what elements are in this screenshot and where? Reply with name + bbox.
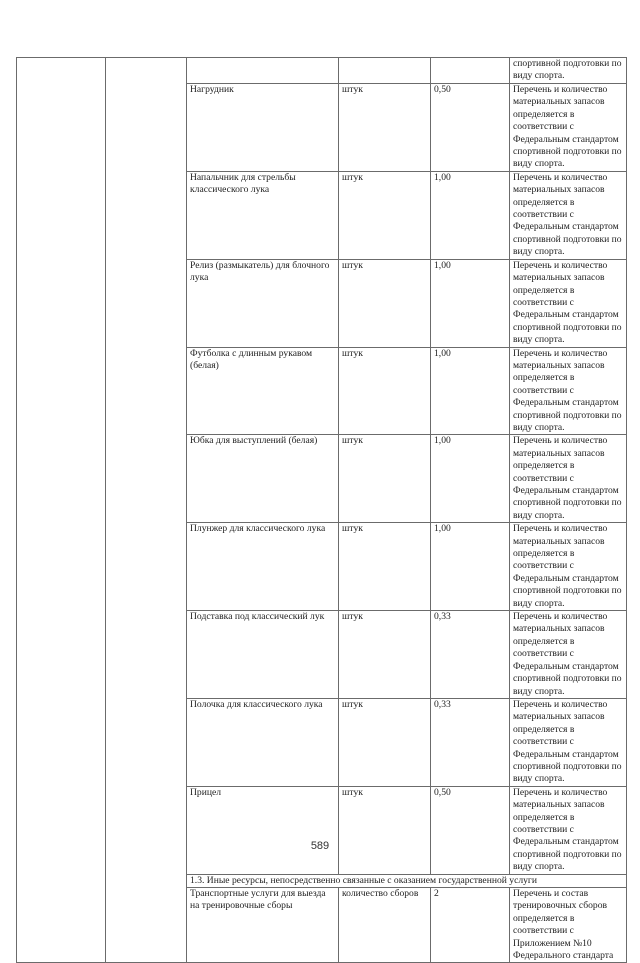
- blank-column-1: [17, 58, 106, 963]
- item-name-cell: Релиз (размыкатель) для блочного лука: [187, 259, 339, 347]
- unit-cell: штук: [339, 435, 431, 523]
- item-name-cell: Транспортные услуги для выезда на тренировочные сборы: [187, 888, 339, 963]
- quantity-cell: 1,00: [431, 171, 510, 259]
- unit-cell: [339, 58, 431, 84]
- quantity-cell: 0,50: [431, 786, 510, 874]
- note-cell: Перечень и количество материальных запасов определяется в соответствии с Федеральным стандартом спортивной подготовки по виду спорта.: [510, 347, 627, 435]
- resources-table: [16, 57, 627, 963]
- unit-cell: штук: [339, 171, 431, 259]
- quantity-cell: 0,33: [431, 698, 510, 786]
- note-cell: Перечень и количество материальных запасов определяется в соответствии с Федеральным стандартом спортивной подготовки по виду спорта.: [510, 611, 627, 699]
- quantity-cell: 2: [431, 888, 510, 963]
- note-cell: Перечень и количество материальных запасов определяется в соответствии с Федеральным стандартом спортивной подготовки по виду спорта.: [510, 259, 627, 347]
- note-cell: Перечень и количество материальных запасов определяется в соответствии с Федеральным стандартом спортивной подготовки по виду спорта.: [510, 523, 627, 611]
- item-name-cell: [187, 58, 339, 84]
- quantity-cell: 0,50: [431, 84, 510, 172]
- table-row: [17, 58, 627, 84]
- note-cell: спортивной подготовки по виду спорта.: [510, 58, 627, 84]
- item-name-cell: Плунжер для классического лука: [187, 523, 339, 611]
- quantity-cell: 1,00: [431, 435, 510, 523]
- quantity-cell: 1,00: [431, 347, 510, 435]
- item-name-cell: Полочка для классического лука: [187, 698, 339, 786]
- blank-column-2: [106, 58, 187, 963]
- note-cell: Перечень и количество материальных запасов определяется в соответствии с Федеральным стандартом спортивной подготовки по виду спорта.: [510, 84, 627, 172]
- unit-cell: штук: [339, 259, 431, 347]
- quantity-cell: 1,00: [431, 259, 510, 347]
- item-name-cell: Нагрудник: [187, 84, 339, 172]
- unit-cell: штук: [339, 698, 431, 786]
- note-cell: Перечень и количество материальных запасов определяется в соответствии с Федеральным стандартом спортивной подготовки по виду спорта.: [510, 435, 627, 523]
- page-number: 589: [310, 840, 330, 852]
- item-name-cell: Юбка для выступлений (белая): [187, 435, 339, 523]
- item-name-cell: Прицел: [187, 786, 339, 874]
- item-name-cell: Напальчник для стрельбы классического лука: [187, 171, 339, 259]
- unit-cell: штук: [339, 84, 431, 172]
- item-name-cell: Футболка с длинным рукавом (белая): [187, 347, 339, 435]
- quantity-cell: 1,00: [431, 523, 510, 611]
- unit-cell: штук: [339, 347, 431, 435]
- note-cell: Перечень и состав тренировочных сборов определяется в соответствии с Приложением №10 Федерального стандарта: [510, 888, 627, 963]
- unit-cell: штук: [339, 786, 431, 874]
- quantity-cell: 0,33: [431, 611, 510, 699]
- note-cell: Перечень и количество материальных запасов определяется в соответствии с Федеральным стандартом спортивной подготовки по виду спорта.: [510, 171, 627, 259]
- section-header: 1.3. Иные ресурсы, непосредственно связанные с оказанием государственной услуги: [187, 874, 627, 887]
- quantity-cell: [431, 58, 510, 84]
- unit-cell: количество сборов: [339, 888, 431, 963]
- item-name-cell: Подставка под классический лук: [187, 611, 339, 699]
- unit-cell: штук: [339, 523, 431, 611]
- note-cell: Перечень и количество материальных запасов определяется в соответствии с Федеральным стандартом спортивной подготовки по виду спорта.: [510, 786, 627, 874]
- note-cell: Перечень и количество материальных запасов определяется в соответствии с Федеральным стандартом спортивной подготовки по виду спорта.: [510, 698, 627, 786]
- unit-cell: штук: [339, 611, 431, 699]
